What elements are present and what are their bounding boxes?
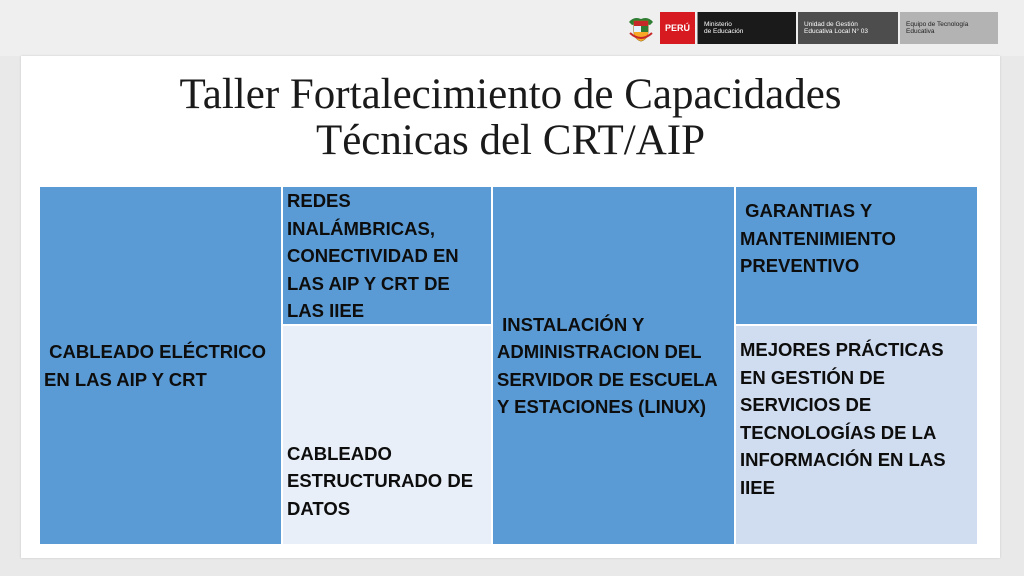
topic-cableado-estructurado-label: CABLEADO ESTRUCTURADO DE DATOS — [287, 442, 479, 519]
topic-garantias-mantenimiento-label: GARANTIAS Y MANTENIMIENTO PREVENTIVO — [740, 200, 902, 276]
topic-cableado-electrico-label: CABLEADO ELÉCTRICO EN LAS AIP Y CRT — [44, 341, 272, 390]
peru-label: PERÚ — [664, 23, 690, 33]
ugel-logo-block — [798, 12, 898, 44]
topic-mejores-practicas — [736, 326, 977, 544]
equipo-logo-block — [900, 12, 998, 44]
topic-cableado-electrico — [40, 187, 281, 544]
topic-redes-inalambricas-label: REDES INALÁMBRICAS, CONECTIVIDAD EN LAS AIP Y CRT DE LAS IIEE — [287, 190, 464, 321]
topics-grid — [40, 187, 977, 542]
ministerio-logo-block — [697, 12, 796, 44]
slide — [21, 56, 1000, 558]
topic-garantias-mantenimiento — [736, 187, 977, 324]
equipo-line-1: Equipo de Tecnología — [906, 20, 969, 28]
title-line-1: Taller Fortalecimiento de Capacidades — [179, 71, 842, 118]
topic-instalacion-servidor-label: INSTALACIÓN Y ADMINISTRACION DEL SERVIDOR DE ESCUELA Y ESTACIONES (LINUX) — [497, 313, 722, 417]
slide-title — [21, 72, 1000, 164]
topic-redes-inalambricas — [283, 187, 491, 324]
title-line-2: Técnicas del CRT/AIP — [315, 117, 706, 164]
topic-mejores-practicas-label: MEJORES PRÁCTICAS EN GESTIÓN DE SERVICIOS DE TECNOLOGÍAS DE LA INFORMACIÓN EN LAS IIEE — [740, 339, 951, 498]
ministerio-line-2: de Educación — [704, 28, 744, 35]
peru-logo-block — [660, 12, 695, 44]
topic-instalacion-servidor — [493, 187, 734, 544]
header-bar — [0, 0, 1024, 56]
equipo-line-2: Educativa — [906, 28, 935, 35]
ugel-line-2: Educativa Local N° 03 — [804, 28, 869, 35]
ugel-line-1: Unidad de Gestión — [804, 20, 858, 28]
ministerio-line-1: Ministerio — [704, 20, 732, 28]
coat-of-arms-icon — [626, 13, 656, 43]
topic-cableado-estructurado — [283, 326, 491, 544]
